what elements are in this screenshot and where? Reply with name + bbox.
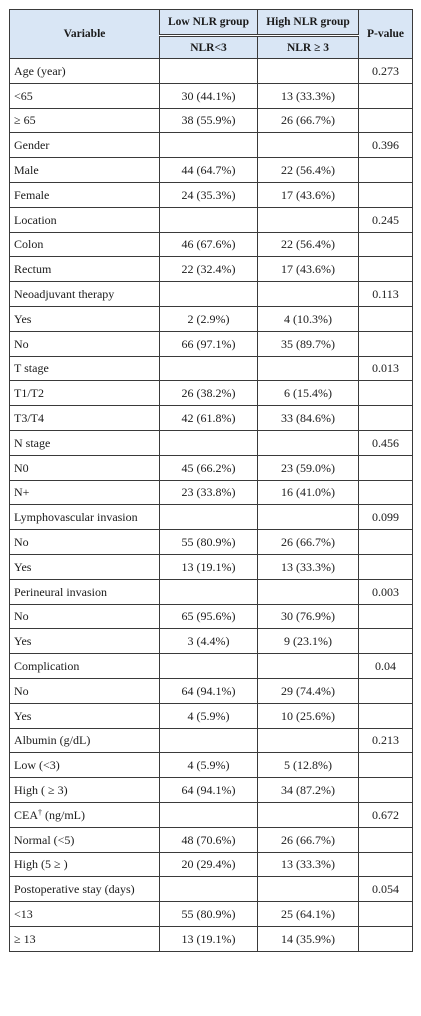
- subgroup-row: [10, 852, 413, 877]
- high-nlr-cell: 16 (41.0%): [258, 480, 359, 505]
- variable-row: [10, 430, 413, 455]
- high-nlr-cell: 35 (89.7%): [258, 331, 359, 356]
- pvalue-cell: [359, 406, 413, 431]
- pvalue-cell: [359, 604, 413, 629]
- label-text: ≥ 65: [14, 113, 36, 128]
- label-text: Female: [14, 187, 50, 202]
- nlr-characteristics-table: [9, 9, 413, 952]
- pvalue-cell: 0.213: [359, 728, 413, 753]
- subgroup-row: [10, 381, 413, 406]
- low-nlr-cell: [160, 133, 258, 158]
- subgroup-row: [10, 530, 413, 555]
- label-text: Postoperative stay (days): [14, 882, 135, 897]
- variable-row: [10, 505, 413, 530]
- variable-label: [10, 133, 160, 158]
- high-nlr-cell: [258, 505, 359, 530]
- subgroup-label: [10, 530, 160, 555]
- high-nlr-cell: 6 (15.4%): [258, 381, 359, 406]
- label-unit: (ng/mL): [42, 807, 85, 822]
- high-nlr-cell: [258, 877, 359, 902]
- pvalue-cell: [359, 158, 413, 183]
- subgroup-label: [10, 678, 160, 703]
- variable-label: [10, 877, 160, 902]
- subgroup-row: [10, 827, 413, 852]
- subgroup-label: [10, 455, 160, 480]
- low-nlr-cell: 24 (35.3%): [160, 182, 258, 207]
- high-nlr-cell: 29 (74.4%): [258, 678, 359, 703]
- pvalue-cell: [359, 926, 413, 951]
- label-text: Age (year): [14, 63, 66, 78]
- low-nlr-cell: 4 (5.9%): [160, 703, 258, 728]
- high-nlr-cell: 22 (56.4%): [258, 158, 359, 183]
- subgroup-row: [10, 604, 413, 629]
- variable-row: [10, 282, 413, 307]
- subgroup-label: [10, 902, 160, 927]
- label-text: <13: [14, 906, 33, 921]
- variable-label: [10, 59, 160, 84]
- low-nlr-cell: 64 (94.1%): [160, 778, 258, 803]
- subgroup-row: [10, 406, 413, 431]
- high-nlr-cell: [258, 356, 359, 381]
- pvalue-cell: 0.245: [359, 207, 413, 232]
- high-nlr-cell: 17 (43.6%): [258, 257, 359, 282]
- label-text: Gender: [14, 138, 50, 153]
- variable-label: [10, 430, 160, 455]
- variable-row: [10, 579, 413, 604]
- pvalue-cell: [359, 455, 413, 480]
- pvalue-cell: [359, 232, 413, 257]
- table-body: [10, 59, 413, 952]
- low-nlr-cell: 42 (61.8%): [160, 406, 258, 431]
- label-text: Neoadjuvant therapy: [14, 287, 115, 302]
- low-nlr-cell: 55 (80.9%): [160, 902, 258, 927]
- header-low-group: Low NLR group: [160, 10, 258, 36]
- header-variable: Variable: [10, 10, 160, 59]
- variable-row: [10, 728, 413, 753]
- low-nlr-cell: 66 (97.1%): [160, 331, 258, 356]
- pvalue-cell: 0.396: [359, 133, 413, 158]
- high-nlr-cell: [258, 282, 359, 307]
- subgroup-label: [10, 753, 160, 778]
- label-text: N+: [14, 485, 30, 500]
- subgroup-label: [10, 158, 160, 183]
- low-nlr-cell: [160, 728, 258, 753]
- variable-label: [10, 207, 160, 232]
- variable-label: [10, 579, 160, 604]
- low-nlr-cell: [160, 59, 258, 84]
- pvalue-cell: 0.054: [359, 877, 413, 902]
- subgroup-label: [10, 554, 160, 579]
- label-text: Low (<3): [14, 758, 60, 773]
- variable-label: [10, 505, 160, 530]
- pvalue-cell: 0.099: [359, 505, 413, 530]
- low-nlr-cell: 64 (94.1%): [160, 678, 258, 703]
- high-nlr-cell: 13 (33.3%): [258, 554, 359, 579]
- subgroup-label: [10, 778, 160, 803]
- subgroup-row: [10, 257, 413, 282]
- subgroup-label: [10, 381, 160, 406]
- subgroup-label: [10, 480, 160, 505]
- pvalue-cell: [359, 381, 413, 406]
- high-nlr-cell: 17 (43.6%): [258, 182, 359, 207]
- pvalue-cell: [359, 703, 413, 728]
- label-text: High (5 ≥ ): [14, 857, 68, 872]
- variable-label: [10, 802, 160, 827]
- low-nlr-cell: [160, 430, 258, 455]
- subgroup-label: [10, 852, 160, 877]
- subgroup-row: [10, 678, 413, 703]
- subgroup-row: [10, 331, 413, 356]
- high-nlr-cell: 10 (25.6%): [258, 703, 359, 728]
- label-text: T1/T2: [14, 386, 44, 401]
- pvalue-cell: [359, 554, 413, 579]
- high-nlr-cell: 26 (66.7%): [258, 827, 359, 852]
- label-text: <65: [14, 88, 33, 103]
- header-high-criterion: NLR ≥ 3: [258, 36, 359, 59]
- pvalue-cell: [359, 257, 413, 282]
- subgroup-label: [10, 629, 160, 654]
- low-nlr-cell: 65 (95.6%): [160, 604, 258, 629]
- low-nlr-cell: 4 (5.9%): [160, 753, 258, 778]
- variable-label: [10, 282, 160, 307]
- subgroup-label: [10, 232, 160, 257]
- subgroup-label: [10, 703, 160, 728]
- high-nlr-cell: [258, 728, 359, 753]
- high-nlr-cell: 33 (84.6%): [258, 406, 359, 431]
- label-text: Yes: [14, 559, 32, 574]
- high-nlr-cell: 9 (23.1%): [258, 629, 359, 654]
- pvalue-cell: [359, 852, 413, 877]
- pvalue-cell: [359, 108, 413, 133]
- header-high-group: High NLR group: [258, 10, 359, 36]
- label-text: Yes: [14, 311, 32, 326]
- label-text: No: [14, 535, 29, 550]
- low-nlr-cell: 38 (55.9%): [160, 108, 258, 133]
- header-low-criterion: NLR<3: [160, 36, 258, 59]
- label-text: Male: [14, 163, 39, 178]
- low-nlr-cell: 55 (80.9%): [160, 530, 258, 555]
- dagger-footnote-mark: †: [38, 807, 42, 817]
- high-nlr-cell: [258, 579, 359, 604]
- pvalue-cell: [359, 182, 413, 207]
- low-nlr-cell: [160, 356, 258, 381]
- subgroup-row: [10, 753, 413, 778]
- subgroup-row: [10, 232, 413, 257]
- high-nlr-cell: 22 (56.4%): [258, 232, 359, 257]
- variable-row: [10, 133, 413, 158]
- pvalue-cell: [359, 480, 413, 505]
- low-nlr-cell: [160, 207, 258, 232]
- subgroup-label: [10, 331, 160, 356]
- label-text: Normal (<5): [14, 832, 75, 847]
- label-text: Location: [14, 212, 57, 227]
- pvalue-cell: [359, 530, 413, 555]
- pvalue-cell: 0.672: [359, 802, 413, 827]
- low-nlr-cell: 44 (64.7%): [160, 158, 258, 183]
- pvalue-cell: [359, 306, 413, 331]
- variable-row: [10, 59, 413, 84]
- high-nlr-cell: 25 (64.1%): [258, 902, 359, 927]
- variable-row: [10, 802, 413, 827]
- high-nlr-cell: 23 (59.0%): [258, 455, 359, 480]
- low-nlr-cell: 48 (70.6%): [160, 827, 258, 852]
- pvalue-cell: [359, 778, 413, 803]
- subgroup-label: [10, 604, 160, 629]
- low-nlr-cell: 22 (32.4%): [160, 257, 258, 282]
- label-text: Yes: [14, 634, 32, 649]
- subgroup-row: [10, 108, 413, 133]
- low-nlr-cell: 20 (29.4%): [160, 852, 258, 877]
- high-nlr-cell: 14 (35.9%): [258, 926, 359, 951]
- pvalue-cell: [359, 678, 413, 703]
- subgroup-row: [10, 306, 413, 331]
- label-text: T stage: [14, 361, 49, 376]
- label-text: Albumin (g/dL): [14, 733, 91, 748]
- header-pvalue: P-value: [359, 10, 413, 59]
- low-nlr-cell: [160, 579, 258, 604]
- high-nlr-cell: 4 (10.3%): [258, 306, 359, 331]
- pvalue-cell: [359, 753, 413, 778]
- low-nlr-cell: 30 (44.1%): [160, 83, 258, 108]
- low-nlr-cell: [160, 282, 258, 307]
- label-text: Complication: [14, 659, 80, 674]
- low-nlr-cell: 26 (38.2%): [160, 381, 258, 406]
- pvalue-cell: [359, 629, 413, 654]
- variable-row: [10, 877, 413, 902]
- high-nlr-cell: 34 (87.2%): [258, 778, 359, 803]
- subgroup-label: [10, 926, 160, 951]
- subgroup-row: [10, 926, 413, 951]
- high-nlr-cell: [258, 802, 359, 827]
- subgroup-label: [10, 108, 160, 133]
- high-nlr-cell: [258, 207, 359, 232]
- label-text: CEA: [14, 807, 38, 822]
- subgroup-label: [10, 83, 160, 108]
- high-nlr-cell: [258, 59, 359, 84]
- subgroup-row: [10, 778, 413, 803]
- high-nlr-cell: 26 (66.7%): [258, 108, 359, 133]
- high-nlr-cell: 13 (33.3%): [258, 852, 359, 877]
- low-nlr-cell: [160, 505, 258, 530]
- subgroup-row: [10, 480, 413, 505]
- high-nlr-cell: 13 (33.3%): [258, 83, 359, 108]
- pvalue-cell: [359, 827, 413, 852]
- label-text: N0: [14, 460, 29, 475]
- high-nlr-cell: 26 (66.7%): [258, 530, 359, 555]
- pvalue-cell: 0.456: [359, 430, 413, 455]
- variable-row: [10, 207, 413, 232]
- subgroup-row: [10, 158, 413, 183]
- label-text: No: [14, 336, 29, 351]
- pvalue-cell: 0.113: [359, 282, 413, 307]
- label-text: ≥ 13: [14, 931, 36, 946]
- high-nlr-cell: [258, 133, 359, 158]
- subgroup-row: [10, 83, 413, 108]
- label-text: Lymphovascular invasion: [14, 510, 138, 525]
- low-nlr-cell: [160, 877, 258, 902]
- low-nlr-cell: 2 (2.9%): [160, 306, 258, 331]
- high-nlr-cell: [258, 430, 359, 455]
- variable-row: [10, 356, 413, 381]
- label-text: High ( ≥ 3): [14, 783, 68, 797]
- label-text: Colon: [14, 237, 44, 252]
- table-container: [9, 9, 412, 952]
- variable-row: [10, 654, 413, 679]
- high-nlr-cell: 30 (76.9%): [258, 604, 359, 629]
- pvalue-cell: 0.273: [359, 59, 413, 84]
- variable-label: [10, 356, 160, 381]
- subgroup-row: [10, 182, 413, 207]
- low-nlr-cell: 13 (19.1%): [160, 926, 258, 951]
- label-text: T3/T4: [14, 411, 44, 426]
- variable-label: [10, 728, 160, 753]
- subgroup-label: [10, 306, 160, 331]
- subgroup-row: [10, 629, 413, 654]
- label-text: No: [14, 683, 29, 698]
- label-text: Rectum: [14, 262, 52, 277]
- pvalue-cell: [359, 902, 413, 927]
- table-header: [10, 10, 413, 59]
- low-nlr-cell: 13 (19.1%): [160, 554, 258, 579]
- low-nlr-cell: 45 (66.2%): [160, 455, 258, 480]
- variable-label: [10, 654, 160, 679]
- subgroup-label: [10, 406, 160, 431]
- subgroup-row: [10, 554, 413, 579]
- subgroup-label: [10, 182, 160, 207]
- subgroup-row: [10, 902, 413, 927]
- pvalue-cell: [359, 331, 413, 356]
- low-nlr-cell: 3 (4.4%): [160, 629, 258, 654]
- pvalue-cell: [359, 83, 413, 108]
- subgroup-label: [10, 827, 160, 852]
- high-nlr-cell: [258, 654, 359, 679]
- subgroup-label: [10, 257, 160, 282]
- label-text: Yes: [14, 708, 32, 723]
- pvalue-cell: 0.003: [359, 579, 413, 604]
- label-text: No: [14, 609, 29, 624]
- low-nlr-cell: [160, 654, 258, 679]
- pvalue-cell: 0.04: [359, 654, 413, 679]
- low-nlr-cell: 46 (67.6%): [160, 232, 258, 257]
- subgroup-row: [10, 703, 413, 728]
- low-nlr-cell: [160, 802, 258, 827]
- label-text: N stage: [14, 435, 51, 450]
- label-text: Perineural invasion: [14, 584, 107, 599]
- subgroup-row: [10, 455, 413, 480]
- low-nlr-cell: 23 (33.8%): [160, 480, 258, 505]
- high-nlr-cell: 5 (12.8%): [258, 753, 359, 778]
- pvalue-cell: 0.013: [359, 356, 413, 381]
